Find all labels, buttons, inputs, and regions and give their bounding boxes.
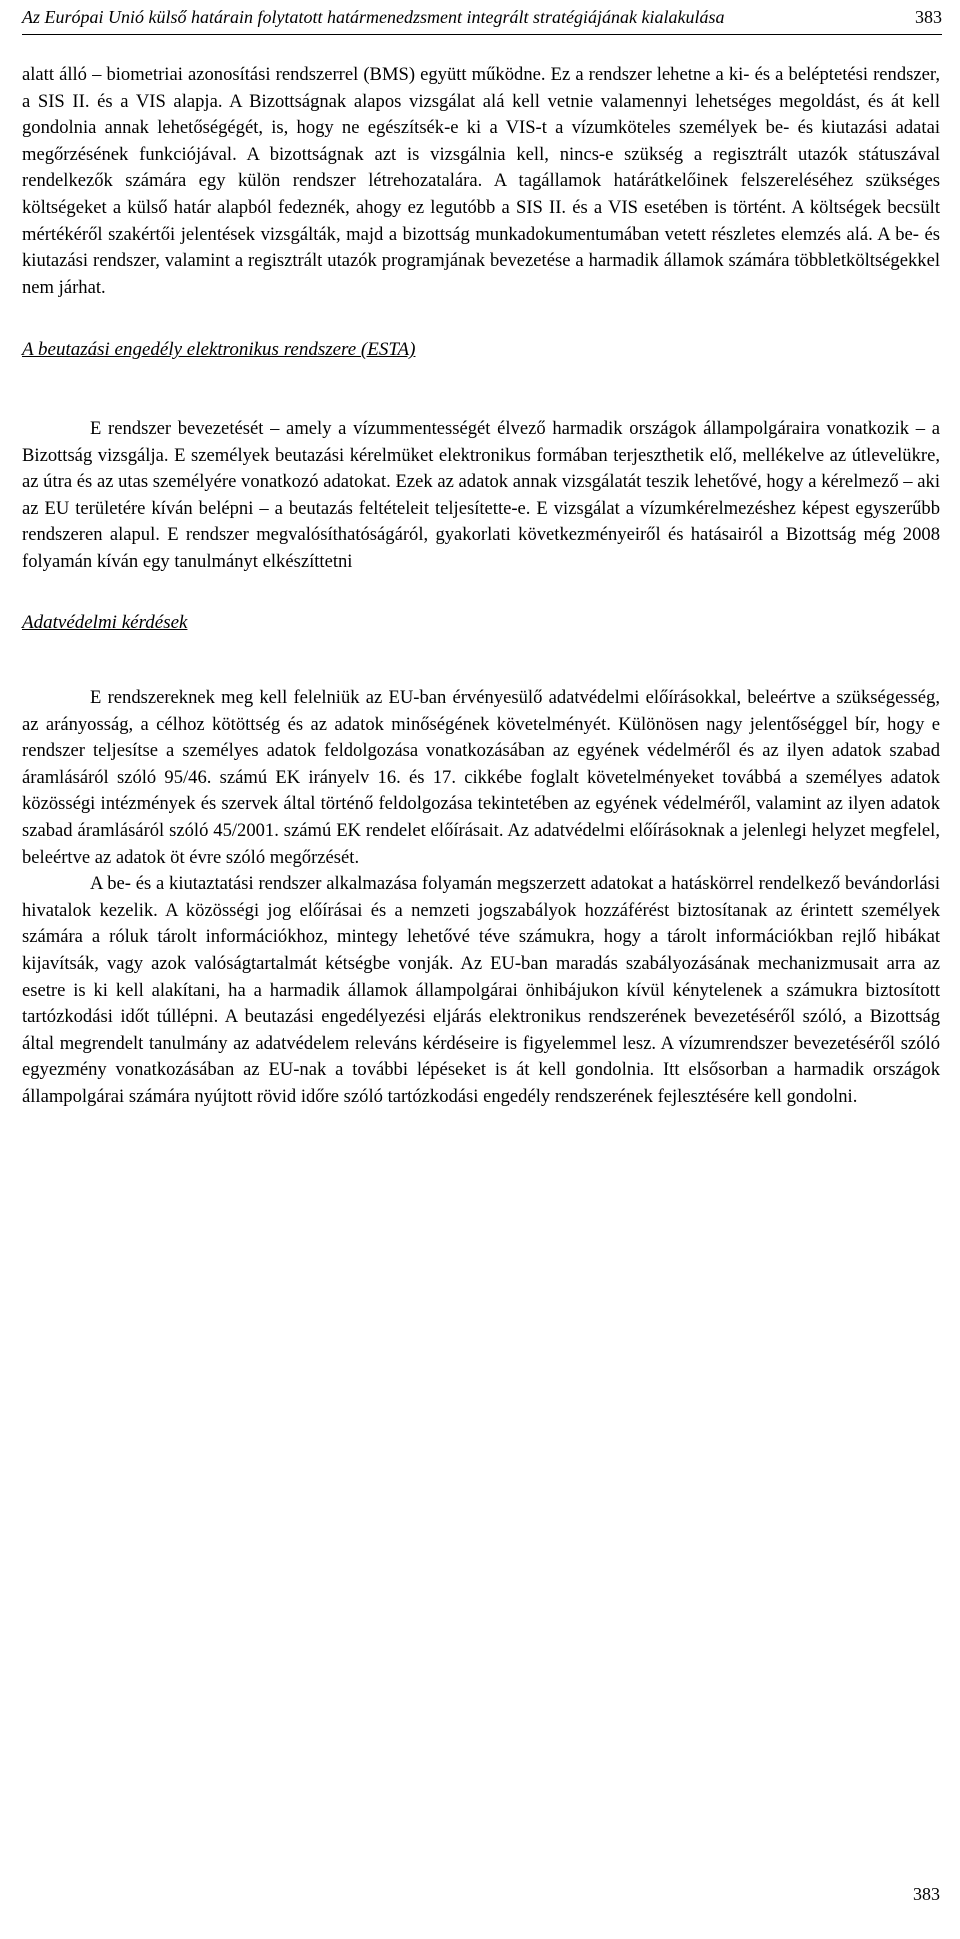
running-header-title: Az Európai Unió külső határain folytatott határmenedzsment integrált stratégiájának kialakulása bbox=[22, 7, 725, 27]
running-header bbox=[22, 0, 942, 35]
body-paragraph-4: A be- és a kiutaztatási rendszer alkalmazása folyamán megszerzett adatokat a hatáskörrel rendelkező bevándorlási hivatalok kezelik. A közösségi jog előírásai és a nemzeti jogszabályok hozzáférést biztosítanak az érintett személyek számára a róluk tárolt információkhoz, mintegy lehetővé téve számukra, hogy a tárolt információkban rejlő hibákat kijavítsák, vagy azok valóságtartalmát kétségbe vonják. Az EU-ban maradás szabályozásának mechanizmusait arra az esetre is ki kell alakítani, ha a harmadik államok állampolgárai önhibájukon kívül kénytelenek a számukra biztosított tartózkodási időt túllépni. A beutazási engedélyezési eljárás elektronikus rendszerének bevezetéséről szóló, a Bizottság által megrendelt tanulmány az adatvédelem releváns kérdéseire is figyelemmel lesz. A vízumrendszer bevezetéséről szóló egyezmény vonatkozásában az EU-nak a további lépéseket is át kell gondolnia. Itt elsősorban a harmadik országok állampolgárai számára nyújtott rövid időre szóló tartózkodási engedély rendszerének fejlesztésére kell gondolni. bbox=[22, 873, 940, 1107]
section-heading-esta: A beutazási engedély elektronikus rendszere (ESTA) bbox=[22, 339, 416, 361]
body-paragraph-3: E rendszereknek meg kell felelniük az EU-ban érvényesülő adatvédelmi előírásokkal, beleértve a szükségesség, az arányosság, a célhoz kötöttség és az adatok minőségének követelményét. Különösen nagy jelentőséggel bír, hogy e rendszer teljesítse a személyes adatok feldolgozása vonatkozásában az egyének védelméről és az ilyen adatok szabad áramlásáról szóló 95/46. számú EK irányelv 16. és 17. cikkébe foglalt követelményeket továbbá a személyes adatok közösségi intézmények és szervek által történő feldolgozása tekintetében az egyének védelméről, valamint az ilyen adatok szabad áramlásáról szóló 45/2001. számú EK rendelet előírásait. Az adatvédelmi előírásoknak a jelenlegi helyzet megfelel, beleértve az adatok öt évre szóló megőrzését. bbox=[22, 687, 940, 868]
body-paragraph-1: alatt álló – biometriai azonosítási rendszerrel (BMS) együtt működne. Ez a rendszer lehetne a ki- és a beléptetési rendszer, a SIS II. és a VIS alapja. A Bizottságnak alapos vizsgálat alá kell vetnie valamennyi lehetséges megoldást, és át kell gondolnia annak lehetőségégét, is, hogy ne egészítsék-e ki a VIS-t a vízumköteles személyek be- és kiutazási adatai megőrzésének funkciójával. A bizottságnak azt is vizsgálnia kell, nincs-e szükség a regisztrált utazók státuszával rendelkezők számára egy külön rendszer létrehozatalára. A tagállamok határátkelőinek felszereléséhez szükséges költségeket a külső határ alapból fedeznék, ahogy ez legutóbb a SIS II. és a VIS esetében is történt. A költségek becsült mértékéről szakértői jelentések vizsgálták, majd a bizottság munkadokumentumában vetett részletes elemzés alá. A be- és kiutazási rendszer, valamint a regisztrált utazók programjának bevezetése a harmadik államok számára többletköltségekkel nem járhat. bbox=[22, 64, 940, 298]
header-page-number: 383 bbox=[915, 7, 942, 27]
body-paragraph-2: E rendszer bevezetését – amely a vízummentességét élvező harmadik országok állampolgáraira vonatkozik – a Bizottság vizsgálja. E személyek beutazási kérelmüket elektronikus formában terjeszthetik elő, mellékelve az útlevelükre, az útra és az utas személyére vonatkozó adatokat. Ezek az adatok annak vizsgálatát teszik lehetővé, hogy a kérelmező – aki az EU területére kíván belépni – a beutazás feltételeit teljesítette-e. E vizsgálat a vízumkérelmezéshez képest egyszerűbb rendszeren alapul. E rendszer megvalósíthatóságáról, gyakorlati következményeiről és hatásairól a Bizottság még 2008 folyamán kíván egy tanulmányt elkészíttetni bbox=[22, 417, 940, 572]
footer-page-number: 383 bbox=[913, 1884, 940, 1904]
page-body bbox=[22, 62, 940, 1111]
section-heading-data-protection: Adatvédelmi kérdések bbox=[22, 611, 188, 633]
